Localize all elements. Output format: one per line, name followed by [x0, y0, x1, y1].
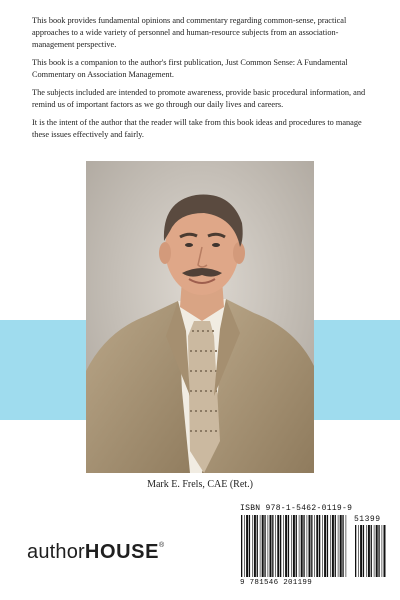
publisher-logo	[27, 541, 164, 564]
logo-text-house: HOUSE	[84, 541, 160, 563]
blurb-paragraph-4: It is the intent of the author that the reader will take from this book ideas and procedures to manage these issues effectively and fairly.	[32, 118, 362, 139]
registered-mark: ®	[159, 542, 165, 549]
isbn-barcode	[240, 503, 392, 594]
author-photo	[86, 161, 314, 473]
logo-text-author: author	[27, 541, 85, 563]
back-cover-blurb	[32, 15, 376, 147]
blurb-paragraph-1: This book provides fundamental opinions and commentary regarding common-sense, practical approaches to a wide variety of personnel and human-resource subjects from an association-management perspective.	[32, 16, 347, 49]
barcode-bars-main	[240, 515, 350, 577]
price-code: 51399	[354, 515, 381, 524]
author-caption: Mark E. Frels, CAE (Ret.)	[147, 479, 253, 490]
blurb-paragraph-3: The subjects included are intended to promote awareness, provide basic procedural information, and remind us of important factors as we go through our daily lives and careers.	[32, 88, 366, 109]
blurb-paragraph-2: This book is a companion to the author's first publication, Just Common Sense: A Fundamental Commentary on Association Management.	[32, 58, 348, 79]
isbn-label: ISBN 978-1-5462-0119-9	[240, 504, 353, 513]
barcode-bars-addon	[354, 525, 388, 577]
barcode-number: 9 781546 201199	[240, 579, 313, 587]
